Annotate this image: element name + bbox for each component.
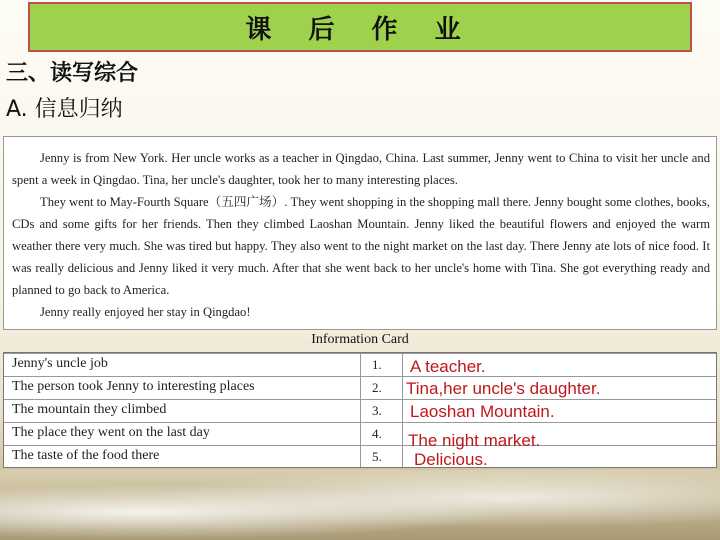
answer-1: A teacher. xyxy=(410,357,486,376)
row-label: Jenny's uncle job xyxy=(12,356,108,371)
row-number: 2. xyxy=(372,380,382,395)
table-row xyxy=(4,376,716,399)
row-number: 3. xyxy=(372,403,382,418)
table-row xyxy=(4,399,716,422)
reading-passage xyxy=(3,136,717,330)
passage-paragraph-2: They went to May-Fourth Square（五四广场）. They went shopping in the shopping mall there. Jenny bought some clothes, books, CDs and some gifts for her friends. Then they climbed Laoshan Mountain. Jenny liked the beautiful flowers and enjoyed the warm weather there very much. She was tired but happy. They also went to the night market on the last day. There Jenny ate lots of nice food. It was really delicious and Jenny liked it very much. After that she went back to her uncle's home with Tina. She got everything ready and planned to go back to America. xyxy=(12,195,710,297)
answer-5: Delicious. xyxy=(414,450,488,469)
table-row xyxy=(4,422,716,445)
row-number: 5. xyxy=(372,449,382,464)
row-label: The taste of the food there xyxy=(12,448,160,463)
table-row xyxy=(4,353,716,376)
information-card xyxy=(3,352,717,468)
part-heading: A. 信息归纳 xyxy=(6,97,123,122)
row-label: The mountain they climbed xyxy=(12,402,167,417)
answer-2: Tina,her uncle's daughter. xyxy=(406,379,601,398)
table-row xyxy=(4,445,716,468)
passage-paragraph-3: Jenny really enjoyed her stay in Qingdao! xyxy=(40,305,251,319)
passage-paragraph-1: Jenny is from New York. Her uncle works as a teacher in Qingdao, China. Last summer, Jenny went to China to visit her uncle and spent a week in Qingdao. Tina, her uncle's daughter, took her to many interesting places. xyxy=(12,151,710,187)
card-title: Information Card xyxy=(311,332,409,347)
row-number: 4. xyxy=(372,426,382,441)
page-title: 课 后 作 业 xyxy=(245,14,475,45)
title-banner xyxy=(28,2,692,52)
sky-background xyxy=(0,470,720,540)
section-heading: 三、读写综合 xyxy=(6,61,139,86)
row-label: The person took Jenny to interesting places xyxy=(12,379,255,394)
answer-4: The night market. xyxy=(408,431,541,450)
row-number: 1. xyxy=(372,357,382,372)
row-label: The place they went on the last day xyxy=(12,425,210,440)
answer-3: Laoshan Mountain. xyxy=(410,402,555,421)
